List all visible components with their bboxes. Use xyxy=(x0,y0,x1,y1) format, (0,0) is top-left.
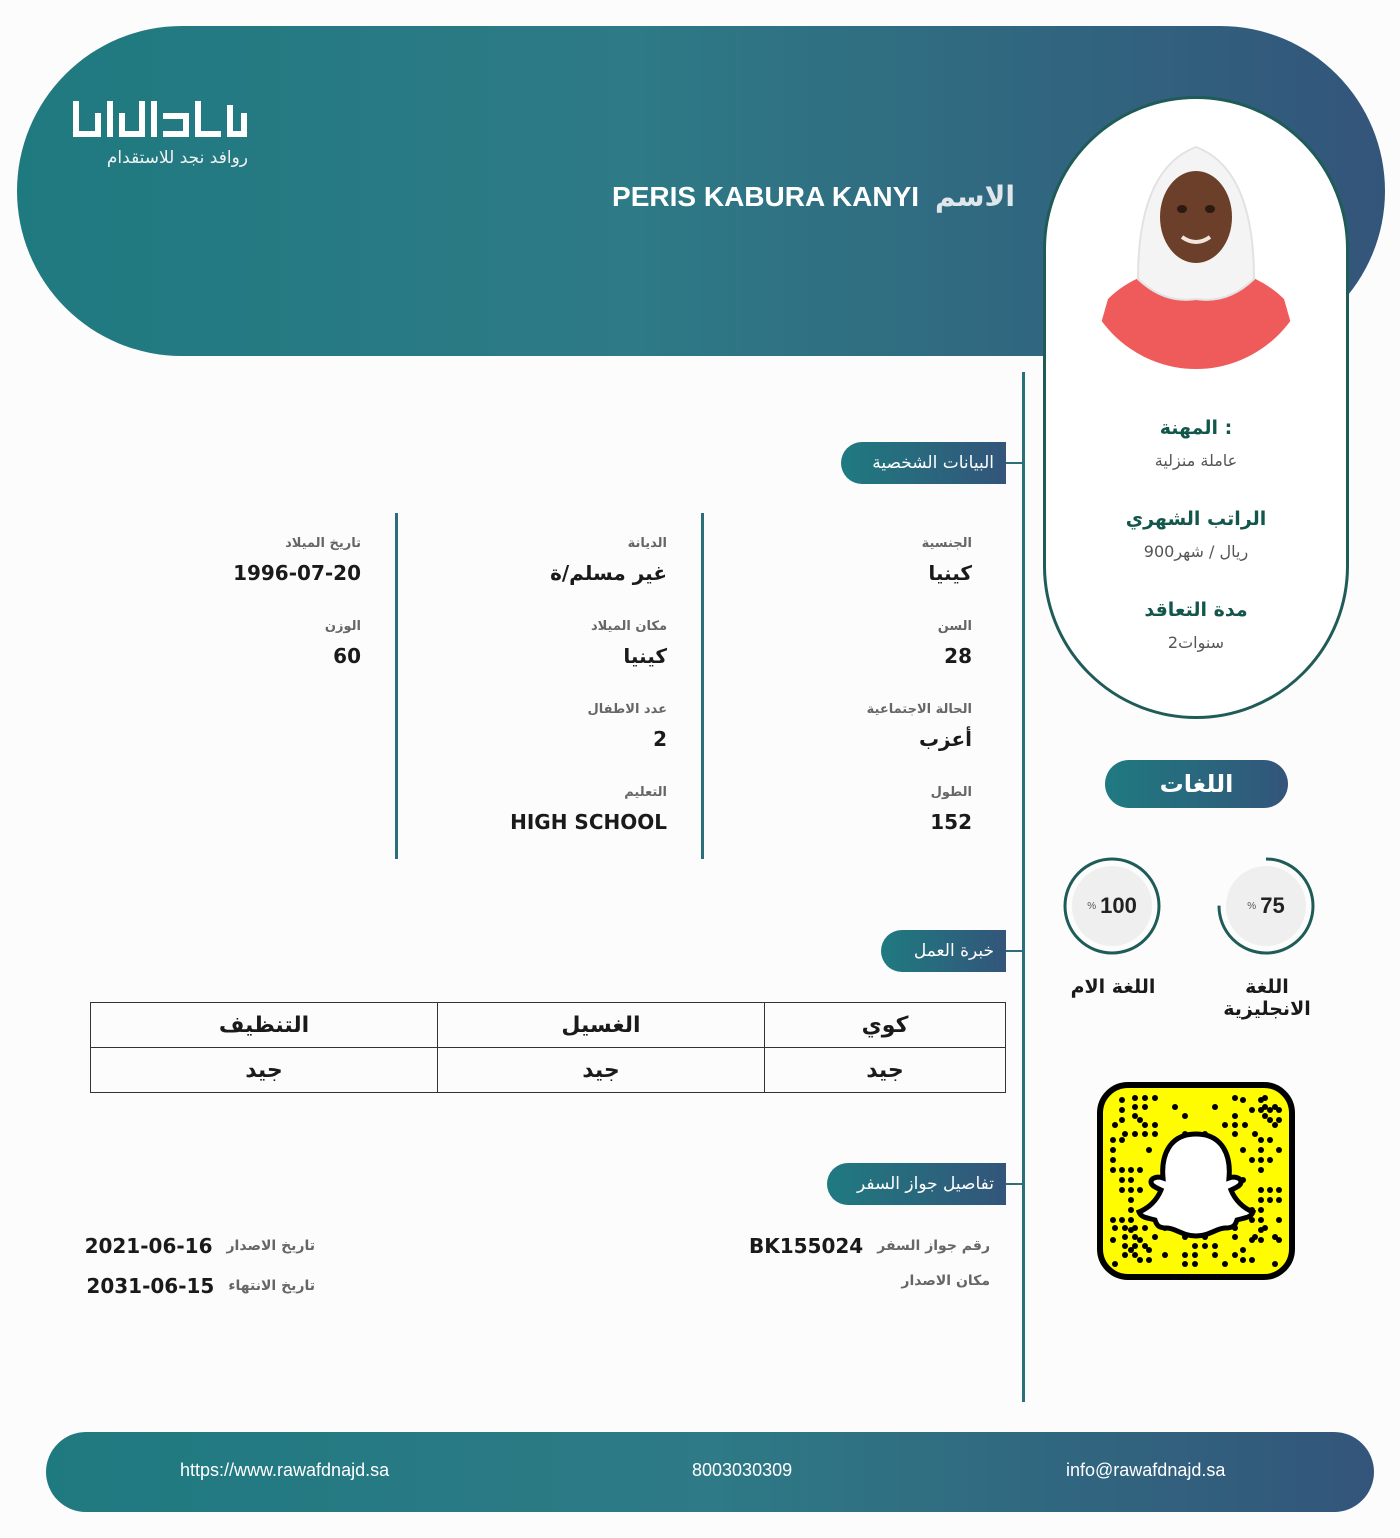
profile-card xyxy=(1043,96,1349,719)
website-link[interactable]: https://www.rawafdnajd.sa xyxy=(180,1460,390,1480)
snapcode-dot xyxy=(1146,1247,1152,1253)
field-value: 1996-07-20 xyxy=(233,561,361,585)
snapcode-dot xyxy=(1137,1187,1143,1193)
snapcode-dot xyxy=(1267,1107,1273,1113)
snapcode-dot xyxy=(1110,1137,1116,1143)
snapcode-dot xyxy=(1249,1257,1255,1263)
field-value: 152 xyxy=(930,810,972,834)
salary-label: الراتب الشهري xyxy=(1125,508,1267,530)
languages-title: اللغات xyxy=(1105,760,1288,808)
contract-label: مدة التعاقد xyxy=(1144,599,1248,621)
snapcode-dot xyxy=(1122,1243,1128,1249)
snapcode-dot xyxy=(1128,1187,1134,1193)
snapcode-dot xyxy=(1162,1252,1168,1258)
snapcode-dot xyxy=(1152,1095,1158,1101)
snapcode-dot xyxy=(1276,1147,1282,1153)
work-experience-table xyxy=(90,1002,1006,1093)
snapcode-dot xyxy=(1272,1104,1278,1110)
field-value: BK155024 xyxy=(748,1234,864,1258)
logo-mark xyxy=(68,96,248,142)
snapcode-dot xyxy=(1112,1261,1118,1267)
snapcode-dot xyxy=(1128,1177,1134,1183)
table-header-cell: كوي xyxy=(765,1003,1006,1048)
snapcode-dot xyxy=(1132,1095,1138,1101)
field-label: مكان الاصدار xyxy=(901,1273,990,1289)
snapcode-dot xyxy=(1258,1187,1264,1193)
name-label: الاسم xyxy=(935,180,1015,213)
passport-number xyxy=(749,1234,990,1258)
snapcode-ghost-icon[interactable] xyxy=(1097,1082,1295,1280)
snapcode-dot xyxy=(1172,1104,1178,1110)
field-label: تاريخ الميلاد xyxy=(285,536,361,551)
language-name: اللغة الانجليزية xyxy=(1223,976,1311,1020)
table-row xyxy=(91,1003,1006,1048)
field-value: HIGH SCHOOL xyxy=(510,810,667,834)
snapcode-dot xyxy=(1152,1122,1158,1128)
snapcode-dot xyxy=(1240,1097,1246,1103)
snapcode-dot xyxy=(1119,1117,1125,1123)
snapcode-dot xyxy=(1128,1207,1134,1213)
snapcode-dot xyxy=(1212,1243,1218,1249)
percent-symbol: % xyxy=(1247,900,1257,912)
snapcode-dot xyxy=(1119,1187,1125,1193)
snapcode-dot xyxy=(1146,1147,1152,1153)
field-value: كينيا xyxy=(623,644,667,668)
percent-value: 75 xyxy=(1260,893,1285,918)
company-logo xyxy=(68,96,253,168)
section-tick xyxy=(1006,1183,1024,1185)
snapcode-dot xyxy=(1272,1261,1278,1267)
snapcode-dot xyxy=(1252,1131,1258,1137)
snapcode-dot xyxy=(1232,1113,1238,1119)
snapcode-dot xyxy=(1192,1252,1198,1258)
profile-photo xyxy=(1078,129,1314,369)
snapcode-dot xyxy=(1119,1177,1125,1183)
field-label: عدد الاطفال xyxy=(587,702,667,717)
snapcode-dot xyxy=(1128,1217,1134,1223)
snapcode-dot xyxy=(1182,1113,1188,1119)
name-value: PERIS KABURA KANYI xyxy=(612,180,920,212)
column-divider xyxy=(701,513,704,859)
snapcode-dot xyxy=(1122,1252,1128,1258)
snapcode-dot xyxy=(1132,1252,1138,1258)
snapcode-dot xyxy=(1276,1187,1282,1193)
field-label: الطول xyxy=(930,785,972,800)
snapcode-dot xyxy=(1122,1131,1128,1137)
snapcode-dot xyxy=(1132,1131,1138,1137)
footer-band xyxy=(46,1432,1374,1512)
field-label: الوزن xyxy=(324,619,361,634)
field-label: تاريخ الانتهاء xyxy=(228,1278,315,1294)
field-label: تاريخ الاصدار xyxy=(226,1238,315,1254)
snapcode-dot xyxy=(1110,1167,1116,1173)
snapcode-dot xyxy=(1258,1207,1264,1213)
percent-symbol: % xyxy=(1087,900,1097,912)
snapcode-dot xyxy=(1258,1147,1264,1153)
section-tick xyxy=(1006,462,1024,464)
section-personal xyxy=(841,442,1006,484)
snapcode-dot xyxy=(1267,1117,1273,1123)
snapcode-dot xyxy=(1142,1104,1148,1110)
snapcode-dot xyxy=(1272,1122,1278,1128)
field-value: 2021-06-16 xyxy=(84,1234,213,1258)
snapcode-dot xyxy=(1132,1225,1138,1231)
snapcode-dot xyxy=(1249,1107,1255,1113)
snapcode-dot xyxy=(1258,1197,1264,1203)
snapcode-dot xyxy=(1202,1243,1208,1249)
snapcode-dot xyxy=(1119,1107,1125,1113)
snapcode-dot xyxy=(1137,1117,1143,1123)
field-label: رقم جواز السفر xyxy=(877,1238,990,1254)
snapcode-dot xyxy=(1240,1247,1246,1253)
snapcode-dot xyxy=(1232,1131,1238,1137)
email-link[interactable]: info@rawafdnajd.sa xyxy=(1066,1460,1226,1480)
snapcode-dot xyxy=(1240,1257,1246,1263)
snapcode-dot xyxy=(1119,1097,1125,1103)
table-header-cell: الغسيل xyxy=(438,1003,765,1048)
snapcode-dot xyxy=(1249,1157,1255,1163)
snapcode-dot xyxy=(1267,1137,1273,1143)
timeline-line xyxy=(1022,372,1025,1402)
field-value: 28 xyxy=(944,644,972,668)
field-value: غير مسلم/ة xyxy=(550,561,667,585)
snapcode-dot xyxy=(1222,1261,1228,1267)
snapcode-dot xyxy=(1142,1225,1148,1231)
passport-expiry-date xyxy=(86,1274,315,1298)
snapcode-dot xyxy=(1276,1217,1282,1223)
snapcode-dot xyxy=(1232,1234,1238,1240)
field-value: 2 xyxy=(653,727,667,751)
snapcode-dot xyxy=(1258,1237,1264,1243)
snapcode-dot xyxy=(1122,1225,1128,1231)
snapcode-dot xyxy=(1146,1257,1152,1263)
snapcode-dot xyxy=(1137,1237,1143,1243)
field-value: كينيا xyxy=(928,561,972,585)
language-name: اللغة الام xyxy=(1070,976,1156,998)
name-row xyxy=(612,180,1015,213)
snapcode-dot xyxy=(1142,1131,1148,1137)
snapcode-dot xyxy=(1258,1107,1264,1113)
field-age xyxy=(938,619,972,668)
table-header-cell: التنظيف xyxy=(91,1003,438,1048)
field-label: الديانة xyxy=(627,536,667,551)
field-value: أعزب xyxy=(918,727,972,751)
snapcode-dot xyxy=(1132,1113,1138,1119)
field-label: السن xyxy=(937,619,972,634)
field-marital-status xyxy=(867,702,972,751)
snapcode-dot xyxy=(1110,1157,1116,1163)
table-cell: جيد xyxy=(438,1048,765,1093)
section-passport-title: تفاصيل جواز السفر xyxy=(856,1174,994,1194)
snapcode-dot xyxy=(1212,1252,1218,1258)
field-nationality xyxy=(922,536,972,585)
snapcode-dot xyxy=(1110,1147,1116,1153)
profession-value: عاملة منزلية xyxy=(1154,451,1238,470)
salary-value: 900ريال / شهر xyxy=(1143,542,1249,561)
section-work-title: خبرة العمل xyxy=(913,941,994,961)
snapcode-dot xyxy=(1119,1217,1125,1223)
passport-issue-date xyxy=(85,1234,315,1258)
percent-value: 100 xyxy=(1100,893,1137,918)
snapcode-dot xyxy=(1222,1122,1228,1128)
section-personal-title: البيانات الشخصية xyxy=(872,453,994,473)
snapcode-dot xyxy=(1240,1147,1246,1153)
field-height xyxy=(930,785,972,834)
snapcode-dot xyxy=(1182,1252,1188,1258)
snapcode-dot xyxy=(1258,1217,1264,1223)
snapcode-dot xyxy=(1152,1234,1158,1240)
snapcode-dot xyxy=(1119,1167,1125,1173)
snapcode-dot xyxy=(1276,1117,1282,1123)
field-label: الجنسية xyxy=(921,536,972,551)
snapcode-dot xyxy=(1110,1237,1116,1243)
snapcode-dot xyxy=(1137,1257,1143,1263)
snapcode-dot xyxy=(1128,1247,1134,1253)
field-value: 60 xyxy=(333,644,361,668)
field-birthplace xyxy=(591,619,667,668)
snapcode-dot xyxy=(1232,1095,1238,1101)
snapcode-dot xyxy=(1242,1122,1248,1128)
snapcode-dot xyxy=(1272,1234,1278,1240)
field-religion xyxy=(550,536,667,585)
section-passport xyxy=(827,1163,1006,1205)
field-weight xyxy=(325,619,361,668)
snapcode-dot xyxy=(1232,1122,1238,1128)
language-ring-native xyxy=(1062,856,1162,956)
snapcode-dot xyxy=(1182,1261,1188,1267)
field-children xyxy=(588,702,668,751)
profession-label: المهنة : xyxy=(1159,417,1233,439)
snapcode-dot xyxy=(1192,1243,1198,1249)
table-cell: جيد xyxy=(765,1048,1006,1093)
table-row xyxy=(91,1048,1006,1093)
snapcode-dot xyxy=(1267,1187,1273,1193)
snapcode-dot xyxy=(1112,1122,1118,1128)
snapcode-dot xyxy=(1128,1167,1134,1173)
language-ring-english xyxy=(1216,856,1316,956)
profession-block xyxy=(1046,417,1346,470)
snapcode-dot xyxy=(1132,1104,1138,1110)
table-cell: جيد xyxy=(91,1048,438,1093)
snapcode-dot xyxy=(1258,1167,1264,1173)
snapcode-dot xyxy=(1262,1225,1268,1231)
snapcode-dot xyxy=(1249,1237,1255,1243)
passport-place xyxy=(887,1273,990,1289)
snapcode-dot xyxy=(1258,1157,1264,1163)
snapcode-dot xyxy=(1110,1217,1116,1223)
snapcode-dot xyxy=(1128,1197,1134,1203)
section-tick xyxy=(1006,950,1024,952)
contract-block xyxy=(1046,599,1346,652)
contract-value: 2سنوات xyxy=(1167,633,1225,652)
section-work xyxy=(881,930,1006,972)
column-divider xyxy=(395,513,398,859)
snapcode-dot xyxy=(1112,1225,1118,1231)
field-label: مكان الميلاد xyxy=(590,619,667,634)
snapcode-dot xyxy=(1142,1095,1148,1101)
snapcode-dot xyxy=(1258,1137,1264,1143)
field-birthdate xyxy=(233,536,361,585)
snapcode-dot xyxy=(1152,1131,1158,1137)
snapcode-dot xyxy=(1122,1234,1128,1240)
snapcode-dot xyxy=(1267,1197,1273,1203)
snapcode-dot xyxy=(1262,1113,1268,1119)
snapcode-dot xyxy=(1212,1104,1218,1110)
snapcode-dot xyxy=(1232,1252,1238,1258)
logo-subtitle: روافد نجد للاستقدام xyxy=(106,148,248,168)
field-education xyxy=(510,785,667,834)
field-label: الحالة الاجتماعية xyxy=(866,702,972,717)
field-label: التعليم xyxy=(624,785,667,800)
field-value: 2031-06-15 xyxy=(86,1274,215,1298)
snapcode-dot xyxy=(1142,1122,1148,1128)
phone-number[interactable]: 8003030309 xyxy=(692,1460,793,1480)
snapcode-dot xyxy=(1132,1234,1138,1240)
snapcode-dot xyxy=(1276,1197,1282,1203)
snapcode-dot xyxy=(1267,1157,1273,1163)
snapcode-dot xyxy=(1192,1261,1198,1267)
snapcode-dot xyxy=(1137,1167,1143,1173)
salary-block xyxy=(1046,508,1346,561)
snapcode-dot xyxy=(1119,1137,1125,1143)
snapcode-dot xyxy=(1258,1097,1264,1103)
